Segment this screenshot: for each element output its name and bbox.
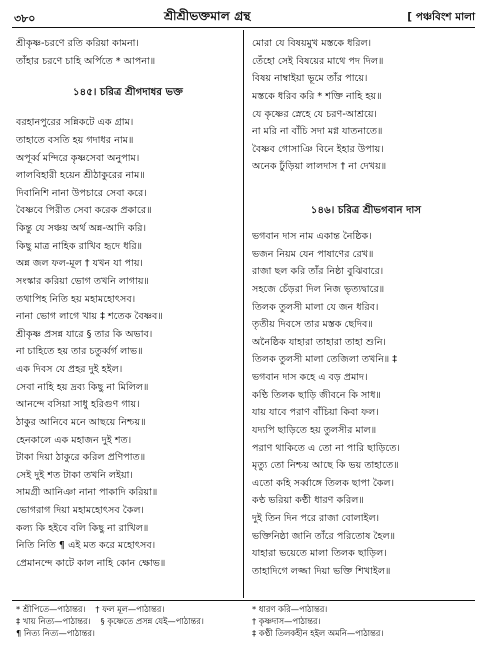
verse-line: যে কৃষ্ণের স্নেহে যে চরণ-আশ্রয়ে। — [252, 108, 377, 120]
verse-line: তাহাদিগে লজ্জা দিয়া ভক্তি শিখাইল॥ — [252, 565, 391, 577]
verse-line: অপূর্ব্ব মন্দিরে কৃষ্ণসেবা অনুপাম। — [16, 152, 140, 164]
verse-line: হেনকালে এক মহাজন দুই শত। — [16, 434, 132, 446]
verse-line: টাকা দিয়া ঠাকুরে করিল প্রণিপাত॥ — [16, 452, 146, 464]
footnote: † ফল মূল—পাঠান্তর। — [95, 604, 165, 614]
footnote: § কৃষ্ণেতে প্রসন্ন যেই—পাঠান্তর। — [100, 615, 204, 626]
footnote-row — [16, 628, 240, 640]
verse-line: মৃত্যু তো নিশ্চয় আছে কি ভয় তাহাতে॥ — [252, 460, 399, 472]
footnotes-right — [252, 604, 480, 639]
verse-line: তিলক তুলসী মালা যে জন ধরিব। — [252, 301, 379, 313]
footnote: † কৃষ্ণদাস—পাঠান্তর। — [252, 615, 321, 626]
verse-line: এক দিবস যে প্রহর দুই হইল। — [16, 364, 123, 375]
verse-line: আনন্দে বসিয়া সাধু হরিগুণ গায়। — [16, 399, 140, 411]
verse-line: তথাপিহ নিতি হয় মহামহোৎসব। — [16, 293, 136, 305]
verse-line: প্রেমানন্দে কাটে কাল নাহি কোন ক্ষোভ॥ — [16, 557, 166, 569]
page-header — [14, 8, 475, 28]
verse-line: ঠাকুর আনিবে মনে আছয়ে নিশ্চয়॥ — [16, 416, 146, 428]
footnote: ‡ কণ্ঠী তিলকহীন হইল অমনি—পাঠান্তর। — [252, 627, 384, 638]
verse-line: ভগবান দাস কহে এ বড় প্রমাদ। — [252, 372, 368, 383]
verse-line: বিষয় নাম্বাইয়া ভূমে তাঁর পায়ে। — [252, 73, 368, 85]
verse-line: যাহারা ভয়েতে মালা তিলক ছাড়িল। — [252, 548, 387, 560]
verse-line: মস্তকে ধরিব করি * শক্তি নাহি হয়॥ — [252, 90, 382, 102]
verse-line: বৈষ্ণবে পিরীত সেবা করেক প্রকারে॥ — [16, 205, 152, 217]
verse-line: বরহানপুরের সন্নিকটে এক গ্রাম। — [16, 117, 134, 129]
footnotes-left — [16, 604, 240, 639]
verse-line: ভগবান দাস নাম একান্ত নৈষ্ঠিক। — [252, 231, 372, 242]
verse-block — [16, 114, 240, 572]
verse-line: সামগ্রী আনিঞা নানা পাকাদি করিয়া॥ — [16, 487, 158, 499]
footnote-rule — [12, 600, 475, 601]
verse-line: অন্ন জল ফল-মূল † যখন যা পায়। — [16, 258, 143, 270]
verse-line: এতো কহি সর্ব্বাঙ্গে তিলক ছাপা কৈল। — [252, 477, 395, 489]
verse-line: ভোগরাগ দিয়া মহামহোৎসব কৈল। — [16, 505, 144, 516]
footnote-row — [16, 604, 240, 616]
running-title: শ্রীশ্রীভক্তমাল গ্রন্থ — [164, 9, 251, 23]
verse-line: নানা ভোগ লাগে খায় ‡ শতেক বৈষ্ণব॥ — [16, 311, 163, 323]
verse-line: লালবিহারী হয়েন শ্রীঠাকুরের নাম॥ — [16, 170, 145, 182]
section-heading-bhagavan-das: ১৪৬। চরিত্র শ্রীভগবান দাস — [310, 205, 422, 216]
footnote: * শ্রীপিতে—পাঠান্তর। — [16, 604, 86, 614]
verse-line: দিবানিশি নানা উপচারে সেবা করে। — [16, 187, 147, 199]
verse-block — [16, 35, 240, 70]
verse-line: ভজন নিয়ম যেন পাষাণের রেখ॥ — [252, 248, 374, 260]
verse-line: নিতি নিতি ¶ এই মত করে মহোৎসব। — [16, 540, 156, 552]
footnote-row — [16, 616, 240, 628]
footnote-row — [252, 616, 480, 628]
verse-line: তৃতীয় দিবসে তার মস্তক ছেদিব॥ — [252, 319, 373, 331]
left-column — [16, 35, 240, 573]
footnote: ¶ নিত্য নিত্য—পাঠান্তর। — [16, 627, 95, 638]
verse-line: অনেক ঢুঁড়িয়া লালদাস † না দেখয়॥ — [252, 161, 387, 173]
verse-line: শ্রীকৃষ্ণ প্রসন্ন যারে § তার কি অভাব। — [16, 328, 153, 340]
verse-line: তিলক তুলসী মালা তেজিলা তখনি॥ ‡ — [252, 354, 398, 366]
verse-block — [252, 228, 480, 581]
verse-line: সহজে চেঁড়রা দিল নিজ ভৃত্যদ্বারে॥ — [252, 283, 385, 295]
verse-line: তেঁহো সেই বিষয়ের মাথে পদ দিল॥ — [252, 55, 384, 67]
verse-line: যায় যাবে পরাণ বাঁচিয়া কিবা ফল। — [252, 407, 379, 419]
right-column — [252, 35, 480, 581]
chapter-label: [ পঞ্চবিংশ মালা — [407, 11, 475, 23]
column-divider — [243, 30, 244, 598]
footnote: * ধারণ করি—পাঠান্তর। — [252, 604, 328, 614]
verse-line: না চাহিতে হয় তার চতুর্ব্বর্গ লাভ॥ — [16, 346, 143, 358]
verse-line: সেবা নাহি হয় দ্রব্য কিছু না মিলিল॥ — [16, 381, 149, 393]
verse-line: কণ্ঠ ভরিয়া কণ্ঠী ধারণ করিল॥ — [252, 495, 364, 507]
verse-line: অনৈষ্ঠিক যাহারা তাহারা তাহা শুনি। — [252, 336, 386, 348]
verse-line: দুই তিন দিন পরে রাজা বোলাইল। — [252, 513, 380, 524]
verse-line: কিছু মাত্র নাহিক রাখিব হৃদে ধরি॥ — [16, 240, 143, 252]
verse-line: তাঁহার চরণে চাহি অর্পিতে * আপনা॥ — [16, 55, 156, 67]
verse-line: বৈষ্ণব গোসাঞি বিনে ইহার উপায়। — [252, 143, 384, 155]
verse-line: ভক্তিনিষ্ঠা জানি তাঁরে পরিতোষ হৈল॥ — [252, 530, 396, 542]
verse-line: যদ্যপি ছাড়িতে হয় তুলসীর মাল॥ — [252, 424, 377, 436]
verse-line: কল্য কি হইবে বলি কিছু না রাখিল॥ — [16, 522, 149, 534]
footnote-row — [252, 604, 480, 616]
verse-line: কণ্ঠি তিলক ছাড়ি জীবনে কি সাধ॥ — [252, 389, 381, 401]
verse-line: রাজা ছল করি তাঁর নিষ্ঠা বুঝিবারে। — [252, 266, 384, 278]
verse-line: কিন্তু যে সঞ্চয় অর্থ অন্ন-আদি করি। — [16, 223, 147, 234]
verse-line: সেই দুই শত টাকা তখনি লইয়া। — [16, 469, 133, 481]
verse-line: পরাণ থাকিতে এ তো না পারি ছাড়িতে। — [252, 442, 400, 454]
footnote: ‡ খায় নিত্য—পাঠান্তর। — [16, 615, 91, 626]
header-rule — [12, 27, 475, 28]
section-heading-gadadhar: ১৪৫। চরিত্র শ্রীগদাধর ভক্ত — [73, 87, 183, 99]
verse-line: তাহাতে বসতি হয় গদাধর নাম॥ — [16, 134, 134, 146]
page-number: ৩৮০ — [14, 12, 36, 25]
verse-line: সংস্কার করিয়া ভোগ তখনি লাগায়॥ — [16, 275, 149, 287]
verse-block — [252, 35, 480, 176]
verse-line: না মরি না বাঁচি সদা মগ্ন যাতনাতে॥ — [252, 126, 383, 138]
verse-line: মোরা যে বিষয়মুখ মস্তকে ধরিল। — [252, 38, 372, 49]
footnote-row — [252, 628, 480, 640]
verse-line: শ্রীকৃষ্ণ-চরণে রতি করিয়া কামনা। — [16, 38, 139, 49]
